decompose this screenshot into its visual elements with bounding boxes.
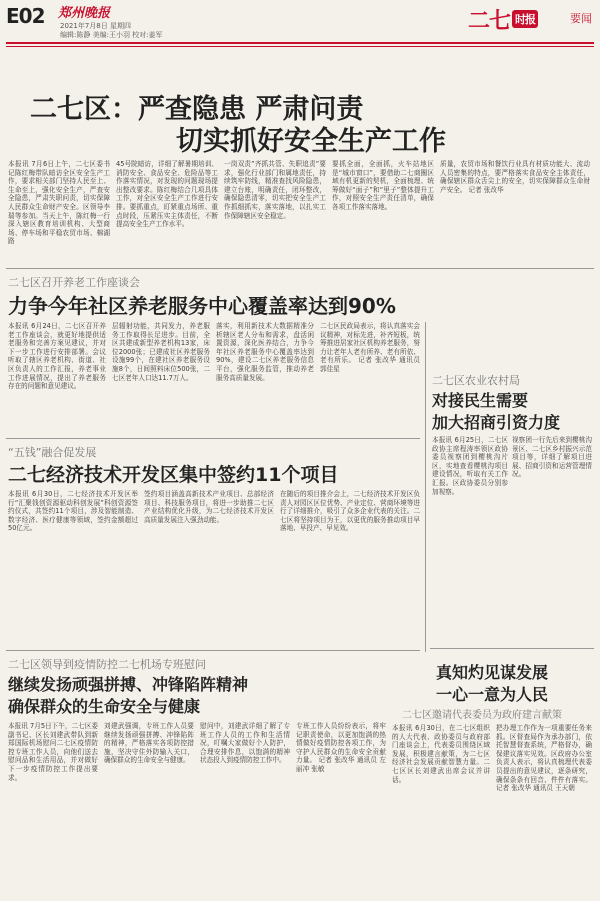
story3-headline: 二七经济技术开发区集中签约11个项目 <box>8 464 339 486</box>
story1-column: 要抓全面，全面抓，火车站地区是“城市窗口”，要借助二七商圈区域有机更新的契机，全面梳理、统筹做好“面子”和“里子”整体提升工作，对照安全生产责任清单，确保各项工作落实落地。 <box>332 160 434 211</box>
story5-headline-line1: 对接民生需要 <box>432 391 529 410</box>
story2-kicker: 二七区召开养老工作座谈会 <box>8 276 140 289</box>
story4-column: 慰问中，刘建武详细了解了专班工作人员的工作和生活情况，叮嘱大家做好个人防护，合理安排作息，以饱满的精神状态投入到疫情防控工作中。 <box>200 722 290 765</box>
story2-column: 落实，利用新技术大数据精准分析辖区老人分布和需求，盘活闲置资源，深化医养结合，力争今年社区养老服务中心覆盖率达到90%，建设二七区养老服务信息平台，强化服务监管，推动养老服务高质量发展。 <box>216 322 314 382</box>
section-label: 要闻 <box>570 12 592 25</box>
header-rule <box>6 42 594 44</box>
story4-headline-line2: 确保群众的生命安全与健康 <box>8 697 201 716</box>
column-divider <box>425 322 426 652</box>
story4-column: 刘建武强调，专班工作人员要继续发扬顽强拼搏、冲锋陷阵的精神，严格落实各项防控措施，坚决守住外防输入关口，确保群众的生命安全与健康。 <box>104 722 194 765</box>
masthead: 郑州晚报 <box>58 6 111 21</box>
story2-column: 二七区民政局表示，将认真落实会议精神，对标先进，补齐短板，统筹推进居家社区机构养老服务，努力让老年人老有所养、老有所依、老有所乐。 记者 张改华 通讯员 郭佳星 <box>320 322 420 373</box>
story1-column: 一岗双责”齐抓共管、失职追责”要求，强化行业部门和属地责任，持续筑牢防线，精准查找风险隐患，建立台账，明确责任，闭环整改，确保隐患清零，切实把安全生产工作抓细抓实，落实落地，以扎实工作保障辖区安全稳定。 <box>224 160 326 220</box>
story4-headline-line1: 继续发扬顽强拼搏、冲锋陷阵精神 <box>8 675 249 694</box>
story2-headline: 力争今年社区养老服务中心覆盖率达到90% <box>8 294 396 318</box>
divider <box>6 438 420 439</box>
story1-column: 本报讯 7月6日上午，二七区委书记陈红梅带队暗访全区安全生产工作，要求相关部门坚持人民至上、生命至上，强化安全生产，严查安全隐患，严肃失职问责，切实保障人民群众生命财产安全。区领导李瑞等参加。当天上午，陈红梅一行深入辖区教育培训机构、大型商场、停车场和平稳农贸市场、棉湖路 <box>8 160 110 246</box>
story1-column: 质量，农贸市场和餐饮行业具有材质功能大、流动人员密集的特点，要严格落实食品安全主体责任，确保辖区群众舌尖上的安全，切实保障群众生命财产安全。 记者 张改华 <box>440 160 590 194</box>
story5-column: 本报讯 6月25日，二七区政协主席程涛率领区政协委员视察团到樱桃沟片区，实地查看樱桃沟项目建设情况，听取有关工作汇报。区政协委员分别参加视察。 <box>432 436 508 496</box>
story2-column: 本报讯 6月24日，二七区召开养老工作座谈会，就更好地提供适老服务和完善方案见建议，并对下一步工作进行安排部署。会议听取了辖区养老机构、街道、社区负责人的工作汇报，养老事业工作进展情况，提出了养老服务存在的问题和意见建议。 <box>8 322 106 391</box>
story4-kicker: 二七区领导到疫情防控二七机场专班慰问 <box>8 658 206 671</box>
story2-column: 层辐射功能，共同发力，养老服务工作取得长足进步。目前，全区共建成新型养老机构13家，床位2000张；已建成社区养老服务设施99个，在建社区养老服务设施8个，日间照料床位500张，二七区老年人口达11.7万人。 <box>112 322 210 382</box>
story6-column: 把办理工作作为一项重要任务来抓。区督查局作为承办部门，依托智慧督查系统，严格督办，确保建议落实见效。区政府办公室负责人表示，将认真梳理代表委员提出的意见建议，逐条研究，确保条条有回音、件件有落实。 记者 张改华 通讯员 王天朝 <box>496 724 592 793</box>
page-number: E02 <box>6 4 45 28</box>
story5-kicker: 二七区农业农村局 <box>432 374 520 387</box>
story5-column: 视察团一行先后来到樱桃沟景区、二七区乡村振兴示范项目等，详细了解项目进展、招商引资和运营管理情况。 <box>512 436 592 479</box>
brand-logo <box>467 4 538 34</box>
divider <box>6 268 594 269</box>
story6-column: 本报讯 6月30日，在二七区组织的人大代表、政协委员与政府部门座谈会上，代表委员围绕区域发展，积极建言献策，为二七区经济社会发展贡献智慧力量。二七区区长刘建武出席会议并讲话。 <box>392 724 490 784</box>
story1-headline-line1: 二七区：严查隐患 严肃问责 <box>30 94 364 125</box>
story1-column: 45号院暗访，详细了解暑期培训、消防安全、食品安全、危险品等工作落实情况，对发现的问题现场提出整改要求。陈红梅结合几项具体工作，对全区安全生产工作进行安排。要抓重点，盯紧重点场所、重点时段，压紧压实主体责任，不断提高安全生产工作水平。 <box>116 160 218 229</box>
divider <box>430 648 594 649</box>
story4-column: 本报讯 7月5日下午，二七区委副书记、区长刘建武带队到新郑国际机场慰问二七区疫情防控专班工作人员，向他们送去慰问品和生活用品，并对做好下一步疫情防控工作提出要求。 <box>8 722 98 782</box>
brand-badge: 时报 <box>512 10 538 28</box>
story6-headline-line1: 真知灼见谋发展 <box>436 663 549 682</box>
brand-name: 二七 <box>467 9 510 34</box>
story6-headline-line2: 一心一意为人民 <box>436 685 549 704</box>
header-rule-thin <box>6 46 594 47</box>
story4-column: 专班工作人员纷纷表示，将牢记职责使命，以更加饱满的热情做好疫情防控各项工作，为守护人民群众的生命安全贡献力量。 记者 张改华 通讯员 左丽冲 张敏 <box>296 722 386 773</box>
story3-column: 本报讯 6月30日，二七经济技术开发区举行“汇聚钱创资源驱动科创发展”科创资源签约仪式，共签约11个项目，涉及智能制造、数字经济、医疗健康等领域，签约金额超过50亿元。 <box>8 490 138 533</box>
story3-column: 签约项目涵盖高新技术产业项目、总部经济项目、科技服务项目，将进一步助推二七区产业结构优化升级，为二七经济技术开发区高质量发展注入强劲动能。 <box>144 490 274 524</box>
story3-column: 在随后的项目推介会上，二七经济技术开发区负责人对园区区位优势、产业定位、营商环境等进行了详细推介，吸引了众多企业代表的关注。二七区将坚持项目为王，以更优的服务推动项目早落地、早投产、早见效。 <box>280 490 420 533</box>
divider <box>6 650 420 651</box>
story5-headline-line2: 加大招商引资力度 <box>432 413 561 432</box>
dateline: 2021年7月8日 星期四 <box>60 22 131 30</box>
story6-kicker: 二七区邀请代表委员为政府建言献策 <box>402 710 562 721</box>
story1-headline-line2: 切实抓好安全生产工作 <box>176 126 446 157</box>
credits: 编辑:陈静 美编:王小羽 校对:姜军 <box>60 31 163 39</box>
story3-kicker: “五钱”融合促发展 <box>8 446 97 459</box>
